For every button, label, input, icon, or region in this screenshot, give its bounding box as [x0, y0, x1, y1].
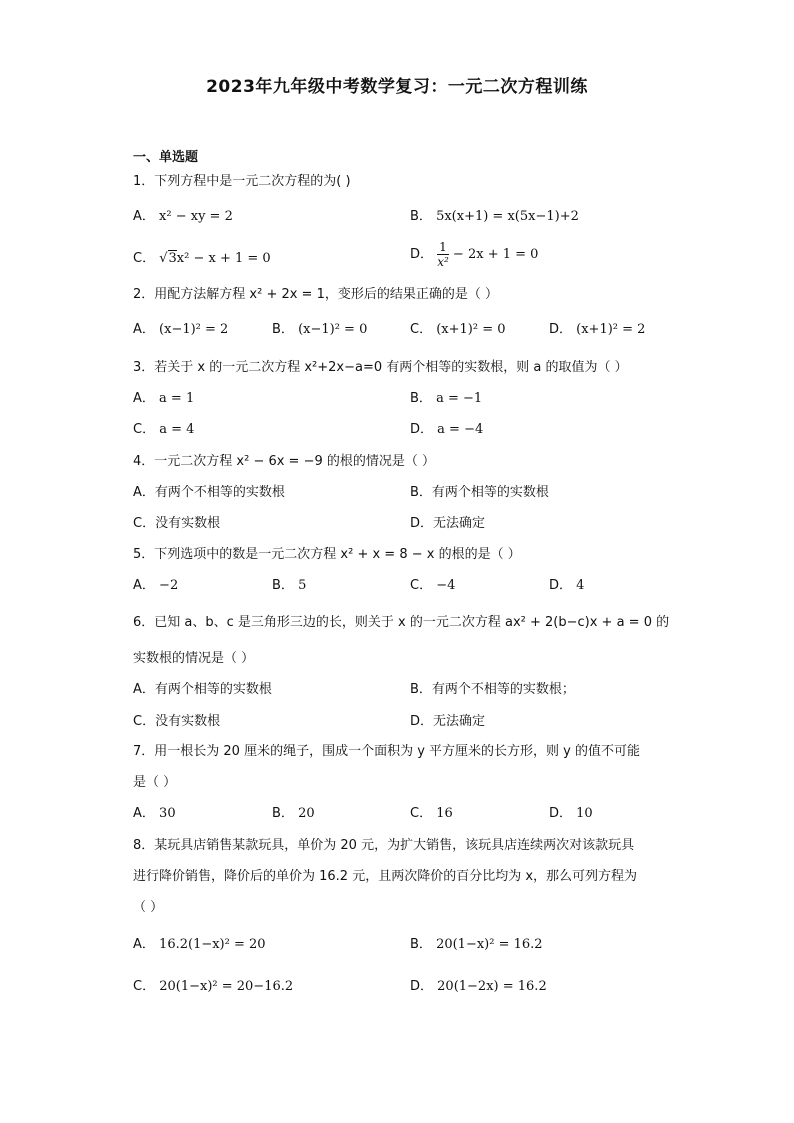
q8-option-d: D． 20(1−2x) = 16.2 — [410, 979, 547, 994]
section-heading: 一、单选题 — [133, 150, 199, 165]
q8-option-c: C． 20(1−x)² = 20−16.2 — [133, 979, 294, 994]
question-3-stem: 3．若关于 x 的一元二次方程 x²+2x−a=0 有两个相等的实数根，则 a 的取值为（ ） — [133, 360, 628, 375]
q7-option-b: B． 20 — [272, 806, 315, 821]
q2-option-a: A． (x−1)² = 2 — [133, 322, 229, 337]
q4-option-a: A．有两个不相等的实数根 — [133, 485, 285, 500]
question-6-stem-line-2: 实数根的情况是（ ） — [133, 651, 255, 666]
q8-option-b: B． 20(1−x)² = 16.2 — [410, 937, 543, 952]
q5-option-c: C． −4 — [410, 578, 456, 593]
q7-option-d: D． 10 — [549, 806, 593, 821]
q5-option-d: D． 4 — [549, 578, 585, 593]
question-4-stem: 4．一元二次方程 x² − 6x = −9 的根的情况是（ ） — [133, 454, 436, 469]
q8-option-a: A． 16.2(1−x)² = 20 — [133, 937, 266, 952]
q5-option-b: B． 5 — [272, 578, 307, 593]
q3-option-d: D． a = −4 — [410, 422, 484, 437]
q1-option-b: B． 5x(x+1) = x(5x−1)+2 — [410, 209, 579, 224]
q2-option-b: B． (x−1)² = 0 — [272, 322, 368, 337]
q1-option-a: A． x² − xy = 2 — [133, 209, 233, 224]
q6-option-b: B．有两个不相等的实数根； — [410, 682, 575, 697]
question-8-stem-line-1: 8．某玩具店销售某款玩具，单价为 20 元，为扩大销售，该玩具店连续两次对该款玩具 — [133, 838, 635, 853]
question-8-stem-line-3: （ ） — [133, 900, 164, 915]
question-8-stem-line-2: 进行降价销售，降价后的单价为 16.2 元，且两次降价的百分比均为 x，那么可列方程为 — [133, 869, 638, 884]
q3-option-a: A． a = 1 — [133, 391, 195, 406]
question-7-stem-line-2: 是（ ） — [133, 775, 177, 790]
q1-option-d: D． $\frac{1}{\text{x²}}$ − 2x + 1 = 0 — [410, 240, 539, 269]
question-7-stem-line-1: 7．用一根长为 20 厘米的绳子，围成一个面积为 y 平方厘米的长方形，则 y 的值不可能 — [133, 744, 640, 759]
q4-option-b: B．有两个相等的实数根 — [410, 485, 549, 500]
question-2-stem: 2．用配方法解方程 x² + 2x = 1，变形后的结果正确的是（ ） — [133, 287, 498, 302]
q1-option-c: C． √3x² − x + 1 = 0 — [133, 251, 271, 266]
question-1-stem: 1．下列方程中是一元二次方程的为( ) — [133, 174, 351, 189]
q3-option-c: C． a = 4 — [133, 422, 195, 437]
q2-option-c: C． (x+1)² = 0 — [410, 322, 506, 337]
q4-option-c: C．没有实数根 — [133, 516, 221, 531]
q3-option-b: B． a = −1 — [410, 391, 483, 406]
q5-option-a: A． −2 — [133, 578, 179, 593]
q7-option-c: C． 16 — [410, 806, 453, 821]
q6-option-d: D．无法确定 — [410, 714, 486, 729]
question-6-stem-line-1: 6．已知 a、b、c 是三角形三边的长，则关于 x 的一元二次方程 ax² + 2(b−c)x + a = 0 的 — [133, 615, 670, 630]
question-5-stem: 5．下列选项中的数是一元二次方程 x² + x = 8 − x 的根的是（ ） — [133, 547, 521, 562]
page-title: 2023年九年级中考数学复习：一元二次方程训练 — [206, 77, 588, 97]
q4-option-d: D．无法确定 — [410, 516, 486, 531]
q6-option-a: A．有两个相等的实数根 — [133, 682, 272, 697]
q6-option-c: C．没有实数根 — [133, 714, 221, 729]
q7-option-a: A． 30 — [133, 806, 176, 821]
q2-option-d: D． (x+1)² = 2 — [549, 322, 646, 337]
